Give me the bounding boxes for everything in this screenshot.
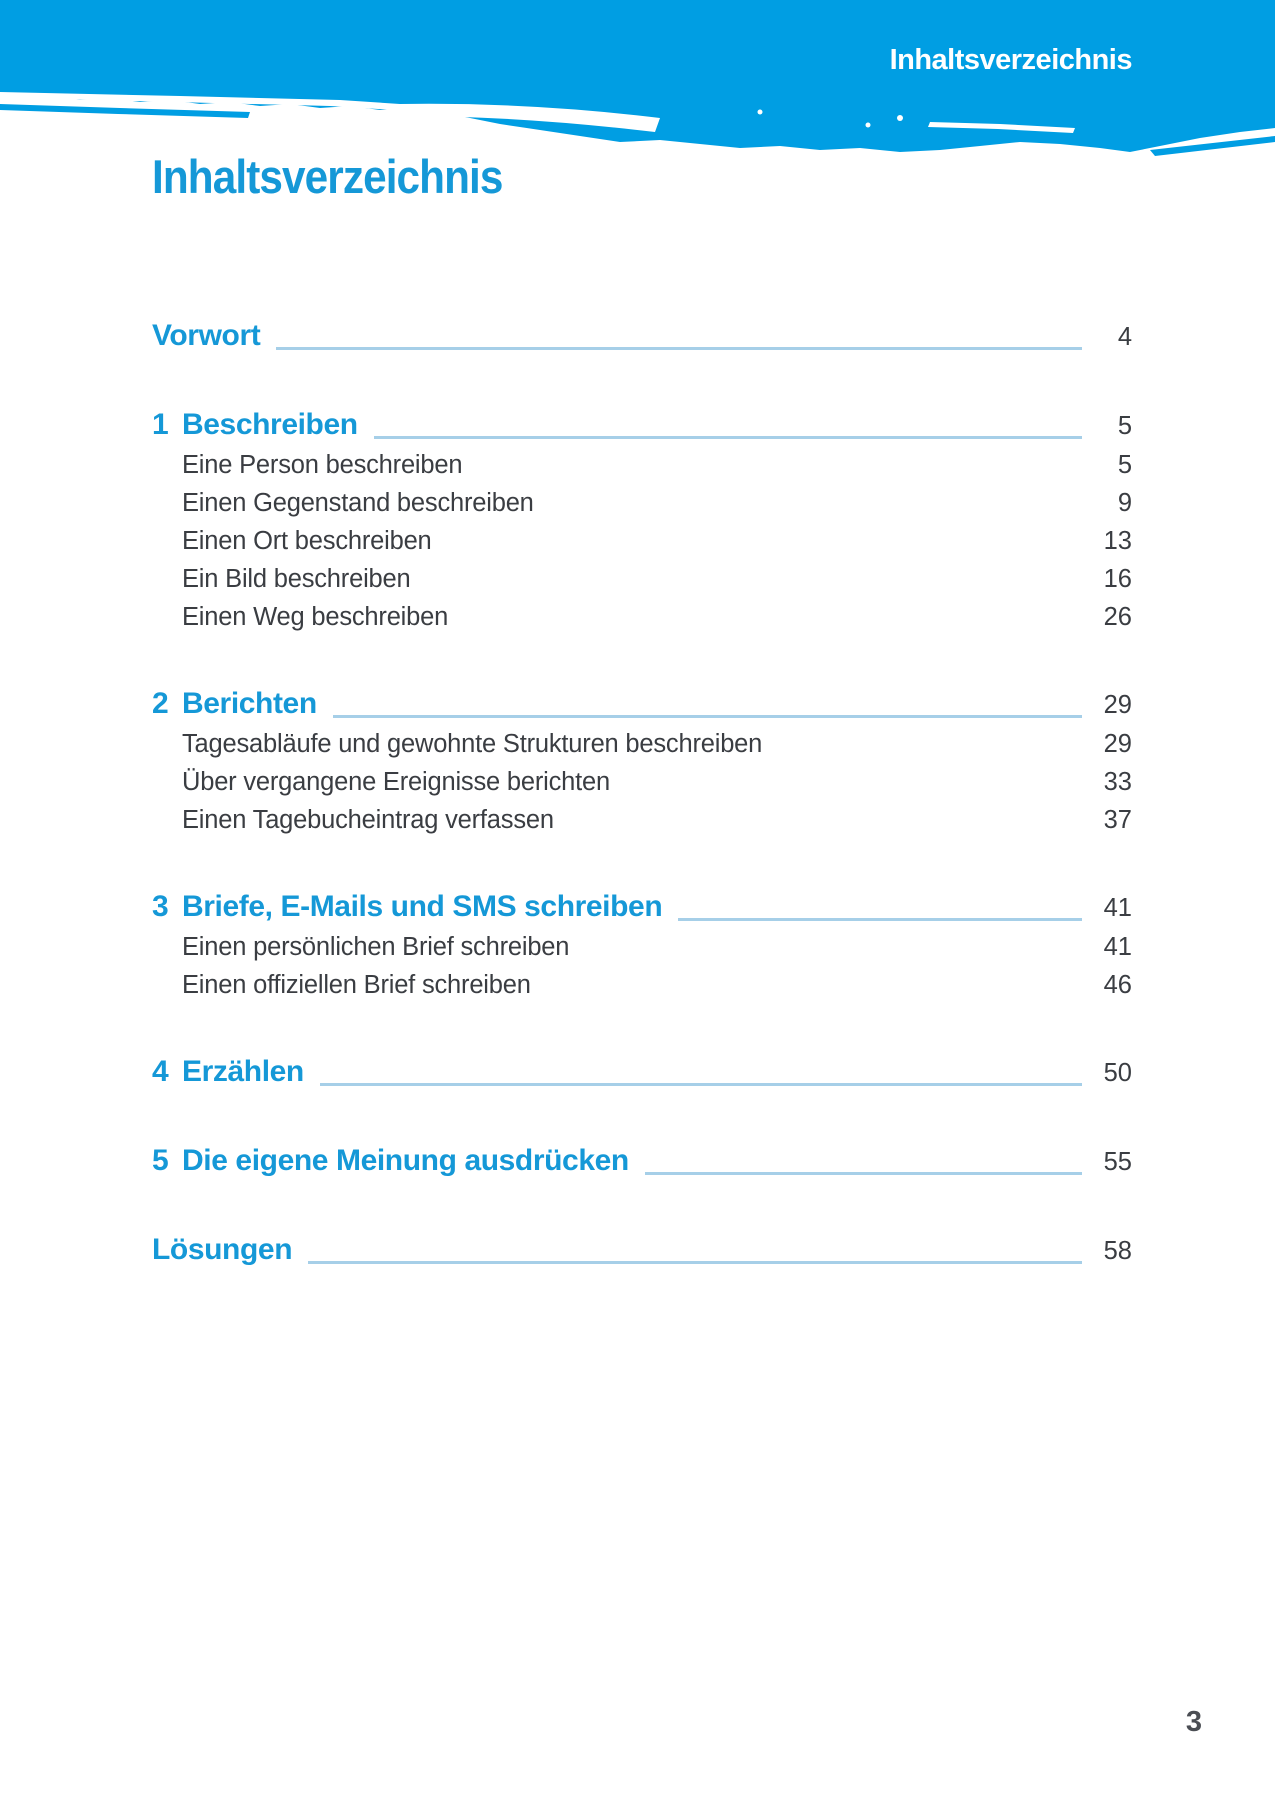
toc-subsection-row [152,484,1132,522]
page-title: Inhaltsverzeichnis [152,150,503,203]
toc-list [152,316,1132,1271]
section-title: Beschreiben [182,407,358,441]
page-ref: 9 [1117,488,1132,517]
header-label: Inhaltsverzeichnis [889,44,1132,76]
page-ref: 50 [1103,1058,1132,1087]
leader-rule [374,436,1082,439]
toc-subsection-row [152,801,1132,839]
toc-section-row [152,887,1132,928]
toc-section-row [152,1230,1132,1271]
toc-subsection-row [152,966,1132,1004]
section-title: Berichten [182,686,317,720]
section-title: Briefe, E-Mails und SMS schreiben [182,889,663,923]
page-ref: 29 [1103,690,1132,719]
subsection-title: Einen Tagebucheintrag verfassen [182,805,554,834]
page-ref: 37 [1103,805,1132,834]
subsection-title: Einen Weg beschreiben [182,602,449,631]
toc-section-row [152,316,1132,357]
brush-stroke-edge [0,0,1275,170]
section-number: 4 [152,1054,169,1088]
page-ref: 41 [1103,893,1132,922]
page-ref: 33 [1103,767,1132,796]
leader-rule [333,715,1082,718]
page-ref: 58 [1103,1236,1132,1265]
toc-section-row [152,405,1132,446]
toc-subsection-row [152,763,1132,801]
toc-subsection-row [152,522,1132,560]
page-ref: 41 [1103,932,1132,961]
section-title: Lösungen [152,1232,293,1266]
section-title: Erzählen [182,1054,304,1088]
page-ref: 5 [1117,411,1132,440]
page-ref: 5 [1117,450,1132,479]
toc-section-row [152,1141,1132,1182]
page-number: 3 [1185,1706,1203,1738]
toc-subsection-row [152,560,1132,598]
page-ref: 13 [1103,526,1132,555]
toc-section-row [152,684,1132,725]
leader-rule [276,347,1082,350]
subsection-title: Über vergangene Ereignisse berichten [182,767,610,796]
toc-main [152,152,1132,1271]
subsection-title: Tagesabläufe und gewohnte Strukturen beschreiben [182,729,763,758]
header-band [0,0,1275,170]
section-number: 3 [152,889,169,923]
section-number: 5 [152,1143,169,1177]
page-ref: 55 [1103,1147,1132,1176]
section-number: 2 [152,686,169,720]
subsection-title: Einen offiziellen Brief schreiben [182,970,531,999]
page-ref: 16 [1103,564,1132,593]
leader-rule [308,1261,1082,1264]
toc-section-row [152,1052,1132,1093]
toc-subsection-row [152,725,1132,763]
toc-subsection-row [152,446,1132,484]
subsection-title: Eine Person beschreiben [182,450,463,479]
subsection-title: Einen Gegenstand beschreiben [182,488,534,517]
subsection-title: Ein Bild beschreiben [182,564,411,593]
section-title: Die eigene Meinung ausdrücken [182,1143,629,1177]
leader-rule [320,1083,1082,1086]
toc-subsection-row [152,598,1132,636]
section-number: 1 [152,407,169,441]
page-ref: 29 [1103,729,1132,758]
subsection-title: Einen persönlichen Brief schreiben [182,932,570,961]
toc-subsection-row [152,928,1132,966]
subsection-title: Einen Ort beschreiben [182,526,432,555]
page-ref: 4 [1117,322,1132,351]
leader-rule [645,1172,1082,1175]
section-title: Vorwort [152,318,261,352]
leader-rule [678,918,1082,921]
page-ref: 46 [1103,970,1132,999]
page-ref: 26 [1103,602,1132,631]
